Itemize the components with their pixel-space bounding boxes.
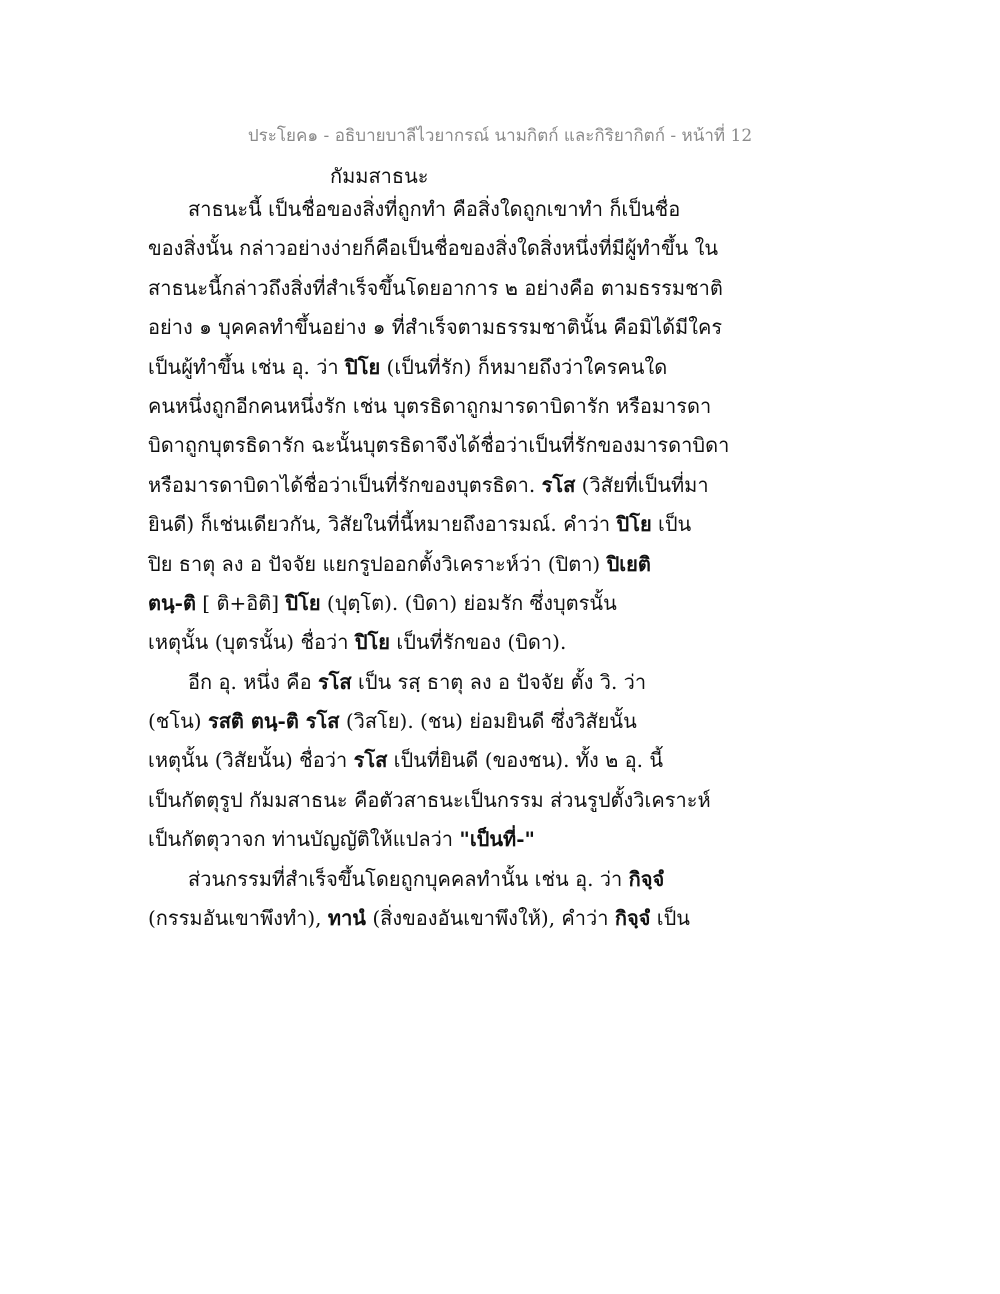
text-line: เหตุนั้น (วิสัยนั้น) ชื่อว่า รโส เป็นที่ยินดี (ของชน). ทั้ง ๒ อุ. นี้ bbox=[148, 748, 664, 773]
running-header: ประโยค๑ - อธิบายบาลีไวยากรณ์ นามกิตก์ และกิริยากิตก์ - หน้าที่ 12 bbox=[247, 126, 753, 146]
text-line: เป็นผู้ทำขึ้น เช่น อุ. ว่า ปิโย (เป็นที่รัก) ก็หมายถึงว่าใครคนใด bbox=[148, 354, 668, 379]
text-line: สาธนะนี้ เป็นชื่อของสิ่งที่ถูกทำ คือสิ่งใดถูกเขาทำ ก็เป็นชื่อ bbox=[188, 197, 681, 221]
text-line: เหตุนั้น (บุตรนั้น) ชื่อว่า ปิโย เป็นที่รักของ (บิดา). bbox=[148, 630, 567, 655]
text-line: ตนฺ-ติ [ ติ+อิติ] ปิโย (ปุตฺโต). (บิดา) ย่อมรัก ซึ่งบุตรนั้น bbox=[148, 590, 617, 615]
text-line: คนหนึ่งถูกอีกคนหนึ่งรัก เช่น บุตรธิดาถูกมารดาบิดารัก หรือมารดา bbox=[148, 393, 712, 418]
text-line: อีก อุ. หนึ่ง คือ รโส เป็น รสฺ ธาตุ ลง อ ปัจจัย ตั้ง วิ. ว่า bbox=[188, 669, 647, 694]
text-line: ส่วนกรรมที่สำเร็จขึ้นโดยถูกบุคคลทำนั้น เช่น อุ. ว่า กิจฺจํ bbox=[188, 866, 665, 891]
text-line: ของสิ่งนั้น กล่าวอย่างง่ายก็คือเป็นชื่อของสิ่งใดสิ่งหนึ่งที่มีผู้ทำขึ้น ใน bbox=[148, 236, 719, 261]
text-line: หรือมารดาบิดาได้ชื่อว่าเป็นที่รักของบุตรธิดา. รโส (วิสัยที่เป็นที่มา bbox=[148, 472, 709, 497]
text-line: สาธนะนี้กล่าวถึงสิ่งที่สำเร็จขึ้นโดยอาการ ๒ อย่างคือ ตามธรรมชาติ bbox=[148, 275, 723, 300]
text-line: (กรรมอันเขาพึงทำ), ทานํ (สิ่งของอันเขาพึงให้), คำว่า กิจฺจํ เป็น bbox=[148, 906, 690, 931]
body-text bbox=[148, 190, 730, 938]
text-line: (ชโน) รสติ ตนฺ-ติ รโส (วิสโย). (ชน) ย่อมยินดี ซึ่งวิสัยนั้น bbox=[148, 709, 637, 734]
text-line: บิดาถูกบุตรธิดารัก ฉะนั้นบุตรธิดาจึงได้ชื่อว่าเป็นที่รักของมารดาบิดา bbox=[148, 433, 730, 458]
text-line: ยินดี) ก็เช่นเดียวกัน, วิสัยในที่นี้หมายถึงอารมณ์. คำว่า ปิโย เป็น bbox=[148, 512, 692, 537]
text-line: อย่าง ๑ บุคคลทำขึ้นอย่าง ๑ ที่สำเร็จตามธรรมชาตินั้น คือมิได้มีใคร bbox=[148, 315, 723, 340]
text-line: เป็นกัตตุรูป กัมมสาธนะ คือตัวสาธนะเป็นกรรม ส่วนรูปตั้งวิเคราะห์ bbox=[148, 787, 711, 812]
text-line: ปิย ธาตุ ลง อ ปัจจัย แยกรูปออกตั้งวิเคราะห์ว่า (ปิตา) ปิเยติ bbox=[148, 551, 651, 576]
section-title: กัมมสาธนะ bbox=[330, 164, 429, 188]
text-line: เป็นกัตตุวาจก ท่านบัญญัติให้แปลว่า "เป็นที่-" bbox=[148, 827, 535, 852]
